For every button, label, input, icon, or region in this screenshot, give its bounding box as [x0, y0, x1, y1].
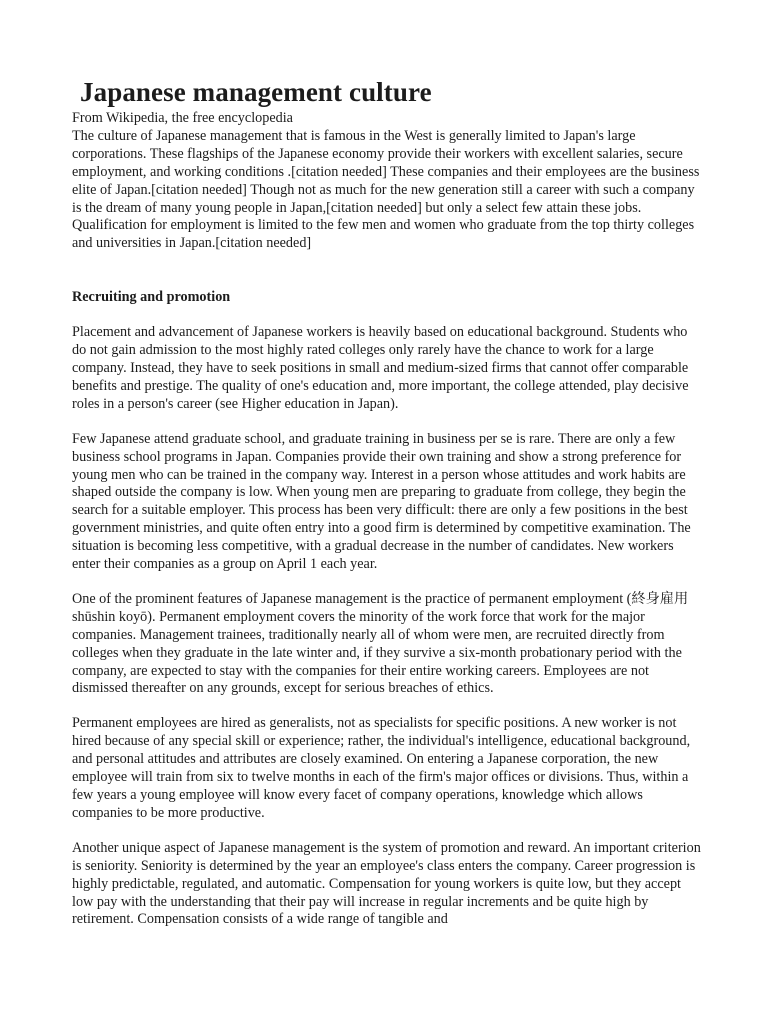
section-heading: Recruiting and promotion [72, 289, 231, 306]
document-page [72, 76, 704, 929]
body-paragraph-3: One of the prominent features of Japanese management is the practice of permanent employment (終身雇用 shūshin koyō). Permanent employment covers the minority of the work force that work for the major companies. Management trainees, traditionally nearly all of whom were men, are recruited directly from colleges when they graduate in the late winter and, if they survive a six-month probationary period with the company, are expected to stay with the companies for their entire working careers. Employees are not dismissed thereafter on any grounds, except for serious breaches of ethics. [72, 590, 689, 697]
source-subtitle: From Wikipedia, the free encyclopedia [72, 110, 293, 126]
body-paragraph-2: Few Japanese attend graduate school, and graduate training in business per se is rare. There are only a few business school programs in Japan. Companies provide their own training and show a strong preference for young men who can be trained in the company way. Interest in a person whose attitudes and work habits are shaped outside the company is low. When young men are preparing to graduate from college, they begin the search for a suitable employer. This process has been very difficult: there are only a few positions in the best government ministries, and quite often entry into a good firm is determined by competitive examination. The situation is becoming less competitive, with a gradual decrease in the number of candidates. New workers enter their companies as a group on April 1 each year. [72, 430, 691, 573]
body-paragraph-1: Placement and advancement of Japanese workers is heavily based on educational background. Students who do not gain admission to the most highly rated colleges only rarely have the chance to work for a large company. Instead, they have to seek positions in small and medium-sized firms that cannot offer comparable benefits and prestige. The quality of one's education and, more important, the college attended, play decisive roles in a person's career (see Higher education in Japan). [72, 324, 689, 412]
body-paragraph-4: Permanent employees are hired as generalists, not as specialists for specific positions. A new worker is not hired because of any special skill or experience; rather, the individual's intelligence, educational background, and personal attitudes and attributes are closely examined. On entering a Japanese corporation, the new employee will train from six to twelve months in each of the firm's major offices or divisions. Thus, within a few years a young employee will know every facet of company operations, knowledge which allows companies to be more productive. [72, 715, 691, 821]
intro-paragraph: The culture of Japanese management that is famous in the West is generally limited to Japan's large corporations. These flagships of the Japanese economy provide their workers with excellent salaries, secure employment, and working conditions .[citation needed] These companies and their employees are the business elite of Japan.[citation needed] Though not as much for the new generation still a career with such a company is the dream of many young people in Japan,[citation needed] but only a select few attain these jobs. Qualification for employment is limited to the few men and women who graduate from the top thirty colleges and universities in Japan.[citation needed] [72, 127, 700, 252]
page-title: Japanese management culture [80, 77, 432, 107]
body-paragraph-5: Another unique aspect of Japanese management is the system of promotion and reward. An important criterion is seniority. Seniority is determined by the year an employee's class enters the company. Career progression is highly predictable, regulated, and automatic. Compensation for young workers is quite low, but they accept low pay with the understanding that their pay will increase in regular increments and be quite high by retirement. Compensation consists of a wide range of tangible and [72, 839, 701, 928]
